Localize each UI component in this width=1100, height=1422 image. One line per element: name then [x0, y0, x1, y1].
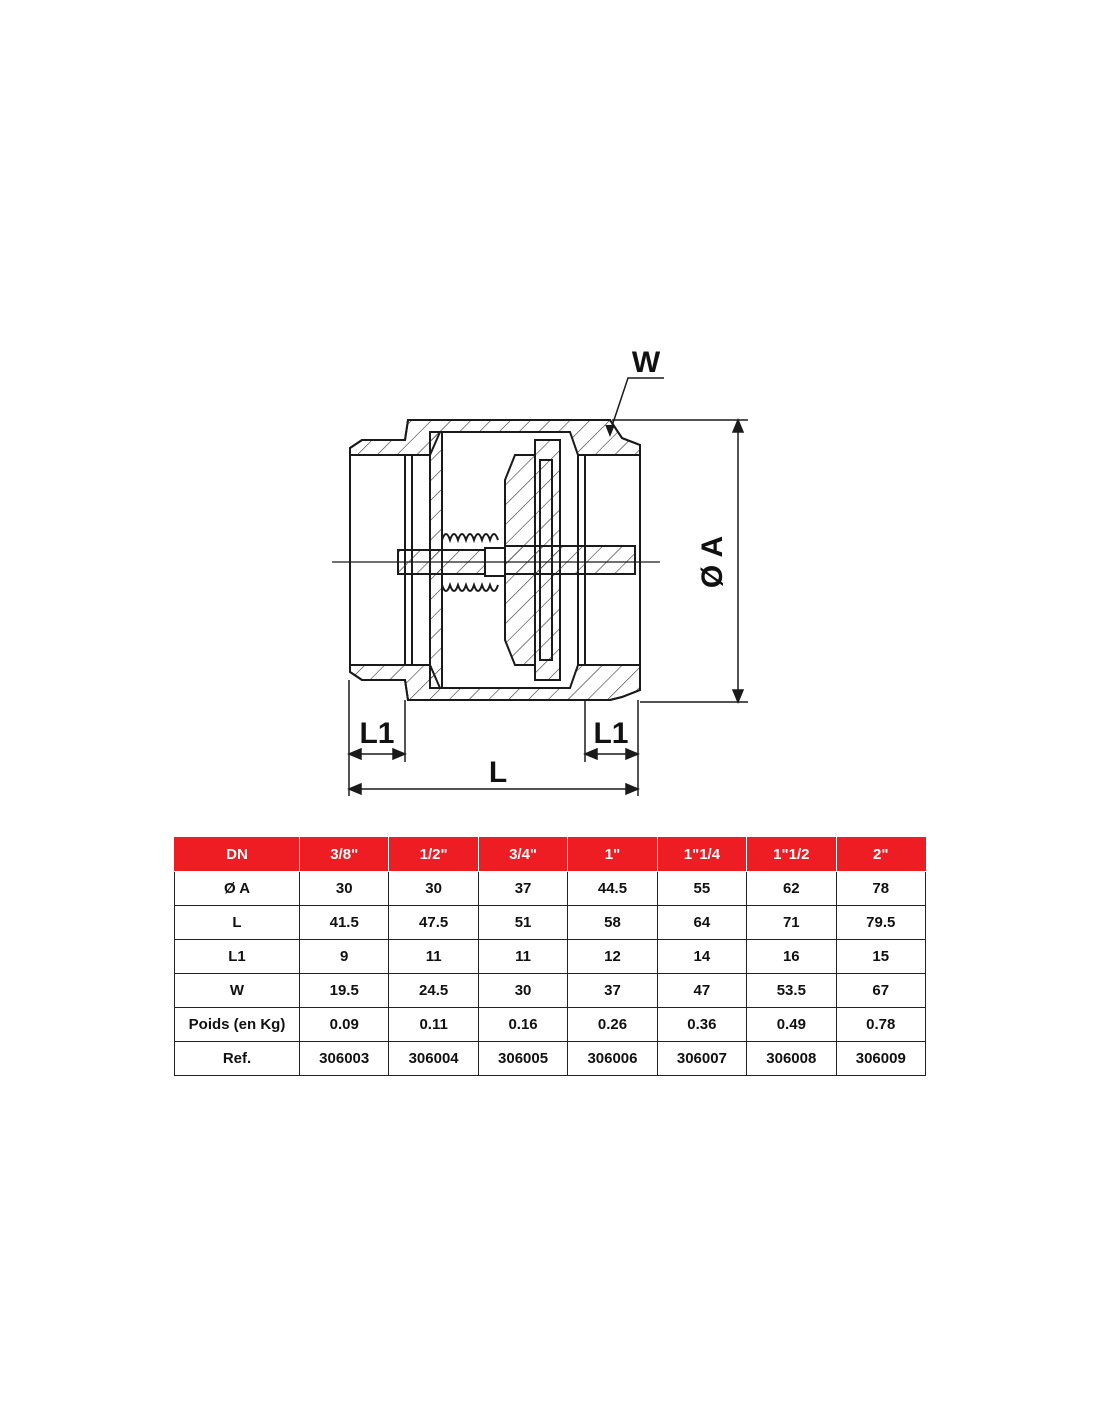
row-label: L — [175, 906, 300, 940]
table-cell: 67 — [836, 974, 925, 1008]
table-cell: 12 — [568, 940, 657, 974]
table-cell: 0.11 — [389, 1008, 478, 1042]
table-cell: 64 — [657, 906, 746, 940]
column-header: DN — [175, 838, 300, 872]
table-cell: 47 — [657, 974, 746, 1008]
row-label: Poids (en Kg) — [175, 1008, 300, 1042]
table-cell: 58 — [568, 906, 657, 940]
column-header: 1"1/4 — [657, 838, 746, 872]
table-cell: 306008 — [747, 1042, 836, 1076]
table-cell: 0.09 — [300, 1008, 389, 1042]
table-row — [175, 906, 926, 940]
table-row — [175, 872, 926, 906]
table-cell: 306003 — [300, 1042, 389, 1076]
table-cell: 0.16 — [478, 1008, 567, 1042]
specification-table — [174, 837, 926, 1076]
table-cell: 306004 — [389, 1042, 478, 1076]
table-cell: 24.5 — [389, 974, 478, 1008]
table-cell: 44.5 — [568, 872, 657, 906]
row-label: Ø A — [175, 872, 300, 906]
l-label: L — [488, 756, 508, 789]
table-cell: 62 — [747, 872, 836, 906]
column-header: 3/4" — [478, 838, 567, 872]
diameter-label: Ø A — [696, 535, 729, 589]
check-valve-drawing — [300, 340, 760, 810]
table-cell: 16 — [747, 940, 836, 974]
l1-right-label: L1 — [593, 717, 629, 750]
table-cell: 306006 — [568, 1042, 657, 1076]
table-cell: 11 — [478, 940, 567, 974]
table-cell: 78 — [836, 872, 925, 906]
table-cell: 11 — [389, 940, 478, 974]
table-row — [175, 974, 926, 1008]
table-cell: 30 — [389, 872, 478, 906]
table-cell: 41.5 — [300, 906, 389, 940]
table-row — [175, 940, 926, 974]
table-cell: 53.5 — [747, 974, 836, 1008]
table-cell: 0.49 — [747, 1008, 836, 1042]
table-cell: 19.5 — [300, 974, 389, 1008]
column-header: 1" — [568, 838, 657, 872]
row-label: Ref. — [175, 1042, 300, 1076]
column-header: 2" — [836, 838, 925, 872]
table-cell: 306009 — [836, 1042, 925, 1076]
column-header: 1"1/2 — [747, 838, 836, 872]
table-cell: 15 — [836, 940, 925, 974]
column-header: 1/2" — [389, 838, 478, 872]
l1-left-label: L1 — [359, 717, 395, 750]
table-cell: 14 — [657, 940, 746, 974]
row-label: W — [175, 974, 300, 1008]
table-cell: 306005 — [478, 1042, 567, 1076]
table-cell: 55 — [657, 872, 746, 906]
column-header: 3/8" — [300, 838, 389, 872]
table-cell: 51 — [478, 906, 567, 940]
table-cell: 306007 — [657, 1042, 746, 1076]
table-cell: 71 — [747, 906, 836, 940]
table-cell: 30 — [478, 974, 567, 1008]
table-cell: 0.78 — [836, 1008, 925, 1042]
row-label: L1 — [175, 940, 300, 974]
table-header-row — [175, 838, 926, 872]
table-cell: 37 — [568, 974, 657, 1008]
table-cell: 0.36 — [657, 1008, 746, 1042]
table-cell: 30 — [300, 872, 389, 906]
table-cell: 9 — [300, 940, 389, 974]
w-label: W — [631, 346, 661, 379]
table-row — [175, 1008, 926, 1042]
table-cell: 47.5 — [389, 906, 478, 940]
table-cell: 0.26 — [568, 1008, 657, 1042]
table-cell: 79.5 — [836, 906, 925, 940]
table-row — [175, 1042, 926, 1076]
valve-body — [350, 420, 640, 700]
table-cell: 37 — [478, 872, 567, 906]
